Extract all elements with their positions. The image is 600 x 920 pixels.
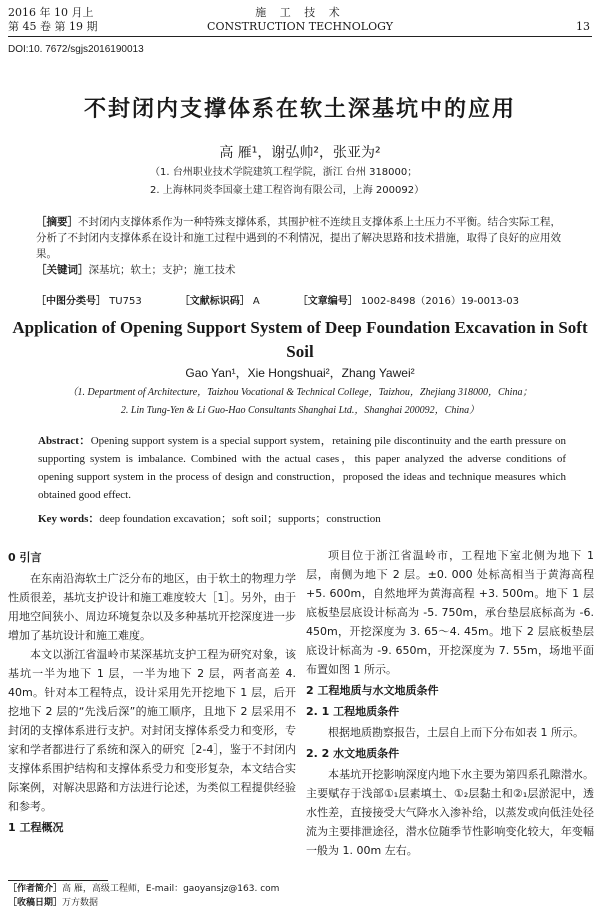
body-column-right (306, 546, 594, 860)
section-heading: 2 工程地质与水文地质条件 (306, 684, 439, 697)
page-number: 13 (576, 20, 590, 33)
paragraph: 在东南沿海软土广泛分布的地区，由于软土的物理力学性质很差，基坑支护设计和施工难度较大［1］。另外，由于用地空间狭小、周边环境复杂以及多种基坑开挖深度进一步增加了基坑设计和施工难度。 (8, 572, 296, 642)
affiliation-en-1: （1. Department of Architecture，Taizhou Vocational & Technical College，Taizhou，Zhejiang 318000，China； (67, 387, 533, 398)
keywords-cn-text: 深基坑；软土；支护；施工技术 (88, 264, 236, 276)
doc-code-value: A (252, 296, 260, 307)
affiliation-cn-1: （1. 台州职业技术学院建筑工程学院，浙江 台州 318000； (150, 167, 418, 178)
authors-cn: 高 雁¹，谢弘帅²，张亚为² (219, 145, 381, 161)
affiliation-cn-2: 2. 上海林同炎李国豪土建工程咨询有限公司，上海 200092） (150, 185, 425, 196)
abstract-en-label: Abstract： (38, 435, 91, 447)
body-column-left (8, 546, 296, 839)
affiliation-en-2: 2. Lin Tung-Yen & Li Guo-Hao Consultants Shanghai Ltd.，Shanghai 200092，China） (120, 405, 480, 416)
paragraph: 本文以浙江省温岭市某深基坑支护工程为研究对象，该基坑一半为地下 1 层，一半为地下 2 层，两者高差 4. 40m。针对本工程特点，设计采用先开挖地下 1 层，后开挖地下 2 层的“先浅后深”的施工顺序，且地下 2 层采用不封闭的支撑体系进行支护。对封闭支撑体系受力和变形，专家和学者都进行了系统和深入的研究［2-4］，鉴于不封闭内支撑体系围护结构和支撑体系受力和变形复杂，本文结合实际案例，对解决思路和方法进行论述，为类似工程提供经验和参考。 (8, 648, 296, 813)
authors-en: Gao Yan¹，Xie Hongshuai²，Zhang Yawei² (185, 366, 415, 380)
article-no-label: ［文章编号］ (297, 296, 358, 307)
journal-title-cn: 施 工 技 术 (255, 6, 345, 19)
footnote-rule (8, 880, 108, 881)
keywords-en (38, 510, 566, 526)
journal-title-en: CONSTRUCTION TECHNOLOGY (207, 20, 393, 33)
header-rule (8, 36, 592, 37)
section-heading: 1 工程概况 (8, 821, 64, 834)
abstract-en (38, 432, 566, 504)
keywords-en-text: deep foundation excavation；soft soil；supports；construction (99, 513, 381, 525)
page-title-en: Application of Opening Support System of Deep Foundation Excavation in Soft Soil (12, 318, 588, 361)
section-heading: 0 引言 (8, 551, 42, 564)
paragraph: 项目位于浙江省温岭市，工程地下室北侧为地下 1 层，南侧为地下 2 层。±0. 000 处标高相当于黄海高程 +5. 600m，自然地坪为黄海高程 +3. 500m。地下 1 层底板垫层底设计标高为 -5. 750m，承台垫层底标高为 -6. 450m，开挖深度为 3. 65～4. 45m。地下 2 层底板垫层底设计标高为 -9. 650m，开挖深度为 7. 55m，场地平面布置如图 1 所示。 (306, 549, 594, 676)
footnote (8, 882, 279, 910)
keywords-cn-label: ［关键词］ (36, 264, 89, 276)
clc-value: TU753 (109, 296, 142, 307)
volume-issue: 第 45 卷 第 19 期 (8, 20, 98, 33)
issue-date: 2016 年 10 月上 (8, 6, 94, 19)
abstract-cn-label: ［摘要］ (36, 216, 78, 228)
subsection-heading: 2. 2 水文地质条件 (306, 747, 400, 760)
watermark-text: 万方数据 (62, 898, 99, 908)
clc-label: ［中图分类号］ (36, 296, 106, 307)
abstract-cn (36, 214, 566, 278)
affiliations-en (40, 384, 560, 420)
paragraph: 本基坑开挖影响深度内地下水主要为第四系孔隙潜水。主要赋存于浅部①₁层素填土、①₂层黏土和②₁层淤泥中，透水性差，直接接受大气降水入渗补给，以蒸发或向低洼处径流为主要排泄途径，潜水位随季节性影响变化较大，年变幅一般为 1. 00m 左右。 (306, 768, 594, 857)
affiliations-cn (150, 164, 424, 200)
abstract-en-text: Opening support system is a special support system，retaining pile discontinuity and the earth pressure on supporting system is imbalance. Combined with the actual cases，this paper analyzed the adverse conditions of opening support system in the process of design and construction，proposed the ideas and technique measures which obtained good effect. (38, 435, 567, 501)
keywords-en-label: Key words： (38, 513, 100, 525)
author-bio-text: 高 雁，高级工程师，E-mail：gaoyansjz@163. com (62, 884, 280, 894)
abstract-cn-text: 不封闭内支撑体系作为一种特殊支撑体系，其围护桩不连续且支撑体系上土压力不平衡。结合实际工程，分析了不封闭内支撑体系在设计和施工过程中遇到的不利情况，提出了解决思路和技术措施，取得了良好的应用效果。 (36, 216, 561, 260)
paragraph: 根据地质勘察报告，土层自上而下分布如表 1 所示。 (328, 726, 584, 739)
page-title-cn: 不封闭内支撑体系在软土深基坑中的应用 (83, 97, 516, 122)
doc-code-label: ［文献标识码］ (179, 296, 250, 307)
doi: DOI:10. 7672/sgjs2016190013 (8, 44, 144, 55)
received-date-label: ［收稿日期］ (8, 898, 63, 908)
header-center (0, 6, 600, 34)
author-bio-label: ［作者简介］ (8, 884, 63, 894)
article-no-value: 1002-8498（2016）19-0013-03 (360, 296, 519, 307)
classification-row (36, 292, 519, 307)
subsection-heading: 2. 1 工程地质条件 (306, 705, 400, 718)
